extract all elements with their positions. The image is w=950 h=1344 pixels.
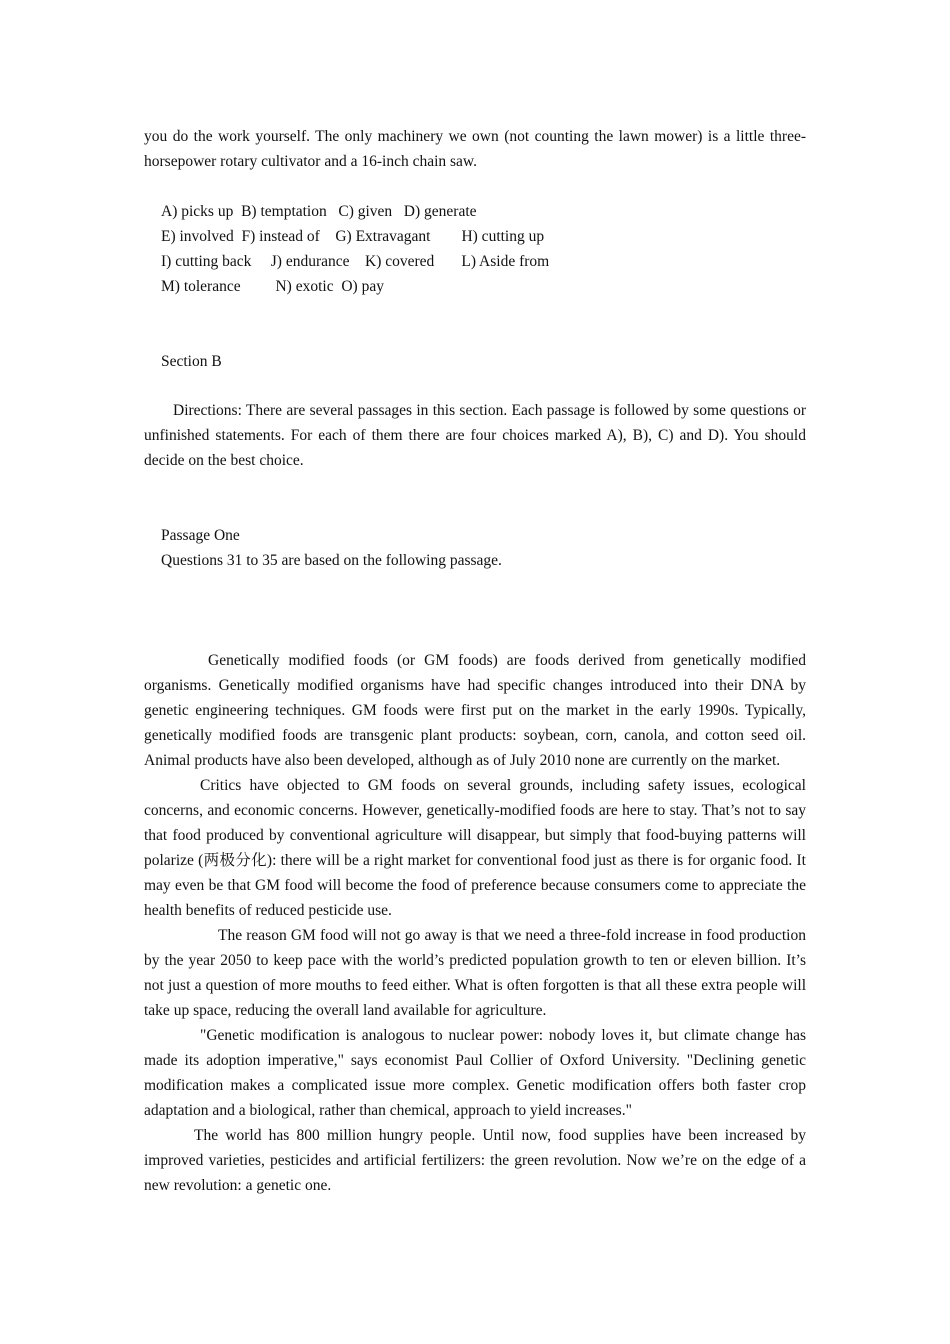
- passage-paragraph: "Genetic modification is analogous to nuclear power: nobody loves it, but climate change has made its adoption imperative," says economist Paul Collier of Oxford University. "Declining genetic modification makes a complicated issue more complex. Genetic modification offers both faster crop adaptation and a biological, rather than chemical, approach to yield increases.": [144, 1027, 806, 1119]
- passage-body: [144, 648, 806, 1198]
- document-page: [144, 124, 806, 1198]
- passage-paragraph: The world has 800 million hungry people. Until now, food supplies have been increased by improved varieties, pesticides and artificial fertilizers: the green revolution. Now we’re on the edge of a new revolution: a genetic one.: [144, 1127, 806, 1194]
- section-title: Section B: [161, 353, 222, 370]
- section-directions: Directions: There are several passages in this section. Each passage is followed by some questions or unfinished statements. For each of them there are four choices marked A), B), C) and D). You should decide on the best choice.: [144, 402, 806, 469]
- continuation-paragraph: you do the work yourself. The only machinery we own (not counting the lawn mower) is a little three-horsepower rotary cultivator and a 16-inch chain saw.: [144, 128, 806, 170]
- passage-paragraph: Critics have objected to GM foods on several grounds, including safety issues, ecological concerns, and economic concerns. However, genetically-modified foods are here to stay. That’s not to say that food produced by conventional agriculture will disappear, but simply that food-buying patterns will polarize (两极分化): there will be a right market for conventional food just as there is for organic food. It may even be that GM food will become the food of preference because consumers come to appreciate the health benefits of reduced pesticide use.: [144, 777, 806, 919]
- word-bank-row: E) involved F) instead of G) Extravagant H) cutting up: [161, 228, 545, 245]
- passage-intro: Questions 31 to 35 are based on the following passage.: [161, 552, 502, 569]
- passage-paragraph: The reason GM food will not go away is that we need a three-fold increase in food production by the year 2050 to keep pace with the world’s predicted population growth to ten or eleven billion. It’s not just a question of more mouths to feed either. What is often forgotten is that all these extra people will take up space, reducing the overall land available for agriculture.: [144, 927, 806, 1019]
- passage-paragraph: Genetically modified foods (or GM foods) are foods derived from genetically modified organisms. Genetically modified organisms have had specific changes introduced into their DNA by genetic engineering techniques. GM foods were first put on the market in the early 1990s. Typically, genetically modified foods are transgenic plant products: soybean, corn, canola, and cotton seed oil. Animal products have also been developed, although as of July 2010 none are currently on the market.: [144, 652, 806, 769]
- word-bank: [144, 199, 806, 299]
- word-bank-row: A) picks up B) temptation C) given D) generate: [161, 203, 477, 220]
- word-bank-row: I) cutting back J) endurance K) covered L) Aside from: [161, 253, 550, 270]
- word-bank-row: M) tolerance N) exotic O) pay: [161, 278, 384, 295]
- passage-title: Passage One: [161, 527, 240, 544]
